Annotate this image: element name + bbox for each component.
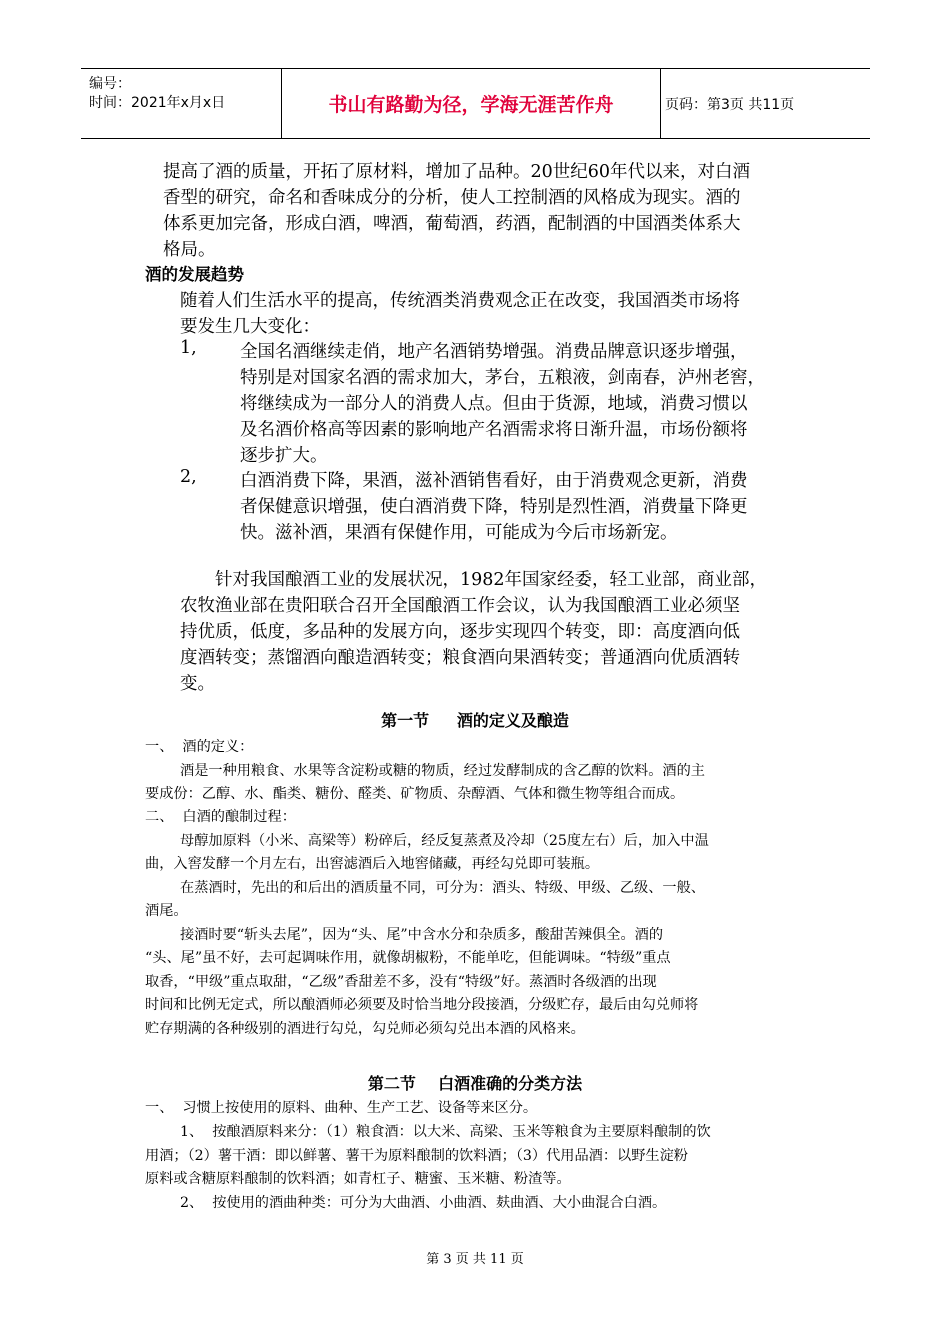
- list-item-line: 逐步扩大。: [240, 446, 328, 466]
- page-header: [81, 68, 870, 139]
- list-item-line: 白酒消费下降，果酒，滋补酒销售看好，由于消费观念更新，消费: [240, 471, 748, 491]
- trend-intro-line: 要发生几大变化：: [180, 317, 320, 337]
- process-line: 在蒸酒时，先出的和后出的酒质量不同，可分为：酒头、特级、甲级、乙级、一般、: [180, 880, 705, 896]
- header-page-number: 页码：第3页 共11页: [665, 96, 795, 113]
- list-item-line: 特别是对国家名酒的需求加大，茅台，五粮液，剑南春，泸州老窖，: [240, 368, 765, 388]
- header-motto: 书山有路勤为径，学海无涯苦作舟: [282, 69, 661, 138]
- process-line: 酒尾。: [145, 903, 188, 919]
- time-label: 时间：2021年x月x日: [89, 95, 226, 111]
- page-footer: 第 3 页 共 11 页: [426, 1252, 524, 1267]
- classification-line: 原料或含糖原料酿制的饮料酒；如青杠子、糖蜜、玉米糖、粉渣等。: [145, 1171, 571, 1187]
- process-line: 时间和比例无定式，所以酿酒师必须要及时恰当地分段接酒，分级贮存，最后由勾兑师将: [145, 997, 699, 1013]
- process-line: “头、尾”虽不好，去可起调味作用，就像胡椒粉，不能单吃，但能调味。“特级”重点: [145, 950, 671, 966]
- classification-line: 用酒；（2）薯干酒：即以鲜薯、薯干为原料酿制的饮料酒；（3）代用品酒：以野生淀粉: [145, 1148, 688, 1164]
- list-item-line: 快。滋补酒，果酒有保健作用，可能成为今后市场新宠。: [240, 523, 678, 543]
- section-1-heading-definition: 一、 酒的定义：: [145, 739, 254, 755]
- intro-line: 香型的研究，命名和香味成分的分析，使人工控制酒的风格成为现实。酒的: [163, 188, 741, 208]
- policy-line: 变。: [180, 674, 215, 694]
- section-2-heading: 一、 习惯上按使用的原料、曲种、生产工艺、设备等来区分。: [145, 1100, 538, 1116]
- process-line: 取香，“甲级”重点取甜，“乙级”香甜差不多，没有“特级”好。蒸酒时各级酒的出现: [145, 974, 657, 990]
- policy-line: 持优质，低度，多品种的发展方向，逐步实现四个转变，即：高度酒向低: [180, 622, 740, 642]
- intro-line: 体系更加完备，形成白酒，啤酒，葡萄酒，药酒，配制酒的中国酒类体系大: [163, 214, 741, 234]
- classification-line: 1、 按酿酒原料来分：（1）粮食酒：以大米、高梁、玉米等粮食为主要原料酿制的饮: [180, 1124, 711, 1140]
- section-1-heading-process: 二、 白酒的酿制过程：: [145, 809, 296, 825]
- intro-line: 提高了酒的质量，开拓了原材料，增加了品种。20世纪60年代以来，对白酒: [163, 162, 751, 182]
- header-info-cell: [81, 69, 282, 138]
- list-item-line: 将继续成为一部分人的消费人点。但由于货源，地域，消费习惯以: [240, 394, 748, 414]
- process-line: 曲，入窖发酵一个月左右，出窖滤酒后入地窖储藏，再经勾兑即可装瓶。: [145, 856, 600, 872]
- list-number: 2,: [180, 467, 197, 487]
- list-item-line: 全国名酒继续走俏，地产名酒销势增强。消费品牌意识逐步增强，: [240, 342, 748, 362]
- list-item-line: 及名酒价格高等因素的影响地产名酒需求将日渐升温，市场份额将: [240, 420, 748, 440]
- number-label: 编号：: [89, 76, 131, 92]
- process-line: 接酒时要“斩头去尾”，因为“头、尾”中含水分和杂质多，酸甜苦辣俱全。酒的: [180, 927, 664, 943]
- process-line: 贮存期满的各种级别的酒进行勾兑，勾兑师必须勾兑出本酒的风格来。: [145, 1021, 585, 1037]
- classification-line: 2、 按使用的酒曲种类：可分为大曲酒、小曲酒、麸曲酒、大小曲混合白酒。: [180, 1195, 667, 1211]
- list-number: 1,: [180, 338, 197, 358]
- trend-heading: 酒的发展趋势: [145, 265, 244, 284]
- definition-line: 酒是一种用粮食、水果等含淀粉或糖的物质，经过发酵制成的含乙醇的饮料。酒的主: [180, 763, 705, 779]
- section-2-title: 第二节 白酒准确的分类方法: [367, 1074, 583, 1093]
- definition-line: 要成份：乙醇、水、酯类、糖份、醛类、矿物质、杂醇酒、气体和微生物等组合而成。: [145, 786, 685, 802]
- policy-line: 针对我国酿酒工业的发展状况，1982年国家经委，轻工业部，商业部，: [215, 570, 768, 590]
- policy-line: 农牧渔业部在贵阳联合召开全国酿酒工作会议，认为我国酿酒工业必须坚: [180, 596, 740, 616]
- trend-intro-line: 随着人们生活水平的提高，传统酒类消费观念正在改变，我国酒类市场将: [180, 291, 740, 311]
- section-1-title: 第一节 酒的定义及酿造: [381, 711, 569, 730]
- intro-line: 格局。: [163, 240, 216, 260]
- process-line: 母醇加原料（小米、高梁等）粉碎后，经反复蒸煮及冷却（25度左右）后，加入中温: [180, 833, 709, 849]
- policy-line: 度酒转变；蒸馏酒向酿造酒转变；粮食酒向果酒转变；普通酒向优质酒转: [180, 648, 740, 668]
- list-item-line: 者保健意识增强，使白酒消费下降，特别是烈性酒，消费量下降更: [240, 497, 748, 517]
